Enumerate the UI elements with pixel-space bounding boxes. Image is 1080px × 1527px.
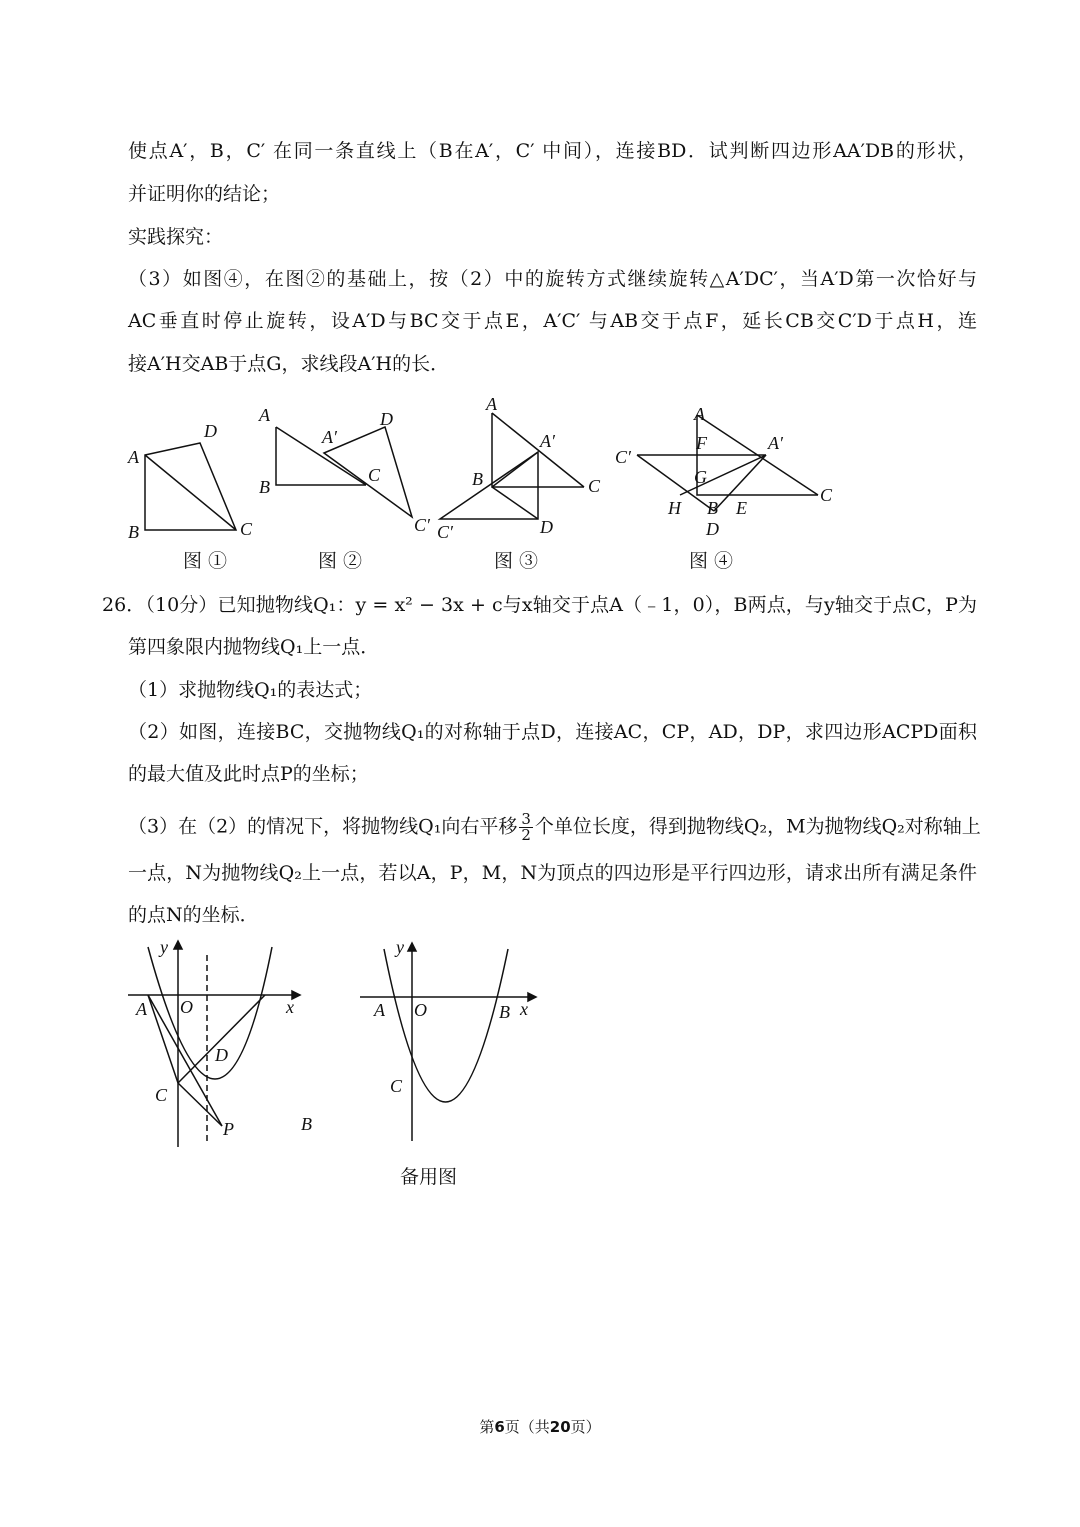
text-line-3: 实践探究： bbox=[128, 226, 224, 248]
page-footer bbox=[0, 1416, 1080, 1437]
fig4-label-b: B bbox=[707, 498, 718, 518]
fig4-label-c: C bbox=[820, 485, 833, 505]
text-line-6: 接A′H交AB于点G，求线段A′H的长． bbox=[128, 353, 450, 375]
fig2-caption: 图 ② bbox=[318, 550, 363, 572]
fig1-diagonal bbox=[145, 455, 236, 530]
fig3-caption: 图 ③ bbox=[494, 550, 539, 572]
fig1-label-a: A bbox=[128, 447, 139, 467]
graph1-parabola bbox=[148, 947, 272, 1079]
graph1-label-x: x bbox=[286, 997, 294, 1017]
graph2-label-c: C bbox=[390, 1076, 403, 1096]
graph2-y-arrow bbox=[408, 943, 416, 951]
q26-line-6-part-a: （3）在（2）的情况下，将抛物线Q₁向右平移 bbox=[128, 815, 518, 838]
fig3-label-a1: A′ bbox=[540, 431, 555, 451]
footer-page-number: 6 bbox=[494, 1418, 505, 1436]
fig4-label-a: A bbox=[694, 404, 705, 424]
fraction-3-2 bbox=[519, 812, 533, 843]
parabola-graphs bbox=[0, 935, 1080, 1175]
graph1-label-d: D bbox=[215, 1045, 228, 1065]
geometry-figures bbox=[0, 395, 1080, 575]
graph1-segment-cp bbox=[178, 1083, 222, 1126]
graph1-label-p: P bbox=[223, 1119, 234, 1139]
graph2-label-b: B bbox=[499, 1002, 510, 1022]
fig2-label-c: C bbox=[368, 465, 381, 485]
fig2-label-b: B bbox=[259, 477, 270, 497]
fig1-label-b: B bbox=[128, 522, 139, 542]
footer-suffix: 页） bbox=[570, 1418, 601, 1436]
fig4-segment-ha1 bbox=[680, 455, 766, 495]
fig4-label-a1: A′ bbox=[768, 433, 783, 453]
footer-prefix: 第 bbox=[479, 1418, 495, 1436]
fig4-label-f: F bbox=[696, 433, 707, 453]
fig3-label-d: D bbox=[540, 517, 553, 537]
fig3-label-c: C bbox=[588, 476, 601, 496]
fraction-numerator: 3 bbox=[521, 810, 531, 828]
fraction-denominator: 2 bbox=[521, 826, 531, 844]
text-line-2: 并证明你的结论； bbox=[128, 183, 281, 205]
text-line-4: （3）如图④，在图②的基础上，按（2）中的旋转方式继续旋转△A′DC′，当A′D第一次恰好与 bbox=[128, 268, 977, 290]
fig4-label-e: E bbox=[736, 498, 747, 518]
graph2-parabola bbox=[384, 949, 508, 1102]
q26-line-1: 26．（10分）已知抛物线Q₁：y = x² − 3x + c与x轴交于点A（﹣1，0），B两点，与y轴交于点C，P为 bbox=[102, 594, 977, 616]
fig4-caption: 图 ④ bbox=[689, 550, 734, 572]
q26-line-4: （2）如图，连接BC，交抛物线Q₁的对称轴于点D，连接AC，CP，AD，DP，求四边形ACPD面积 bbox=[128, 721, 977, 743]
graph2-label-y: y bbox=[396, 937, 404, 957]
graph2-x-arrow bbox=[528, 993, 536, 1001]
q26-line-8: 的点N的坐标． bbox=[128, 904, 259, 926]
fig4-label-c1: C′ bbox=[615, 447, 631, 467]
q26-line-3: （1）求抛物线Q₁的表达式； bbox=[128, 679, 373, 701]
fig1-quadrilateral bbox=[145, 443, 236, 530]
footer-total-pages: 20 bbox=[549, 1418, 571, 1436]
fig3-segment-bd bbox=[492, 487, 538, 519]
q26-line-6-part-b: 个单位长度，得到抛物线Q₂，M为抛物线Q₂对称轴上 bbox=[534, 815, 981, 838]
graph1-label-b: B bbox=[301, 1114, 312, 1134]
graph2-label-x: x bbox=[520, 999, 528, 1019]
fig4-label-d: D bbox=[706, 519, 719, 539]
text-line-5: AC垂直时停止旋转，设A′D与BC交于点E，A′C′ 与AB交于点F，延长CB交C′D于点H，连 bbox=[128, 310, 977, 332]
q26-line-2: 第四象限内抛物线Q₁上一点． bbox=[128, 636, 380, 658]
fig2-label-a1: A′ bbox=[322, 427, 337, 447]
graph1-label-y: y bbox=[160, 937, 168, 957]
graph1-label-c: C bbox=[155, 1085, 168, 1105]
fig2-label-c1: C′ bbox=[414, 515, 430, 535]
graph2-caption: 备用图 bbox=[400, 1166, 458, 1188]
fig3-label-c1: C′ bbox=[437, 522, 453, 542]
fig4-label-g: G bbox=[694, 467, 707, 487]
q26-line-7: 一点，N为抛物线Q₂上一点，若以A，P，M，N为顶点的四边形是平行四边形，请求出所有满足条件 bbox=[128, 862, 977, 884]
fig3-label-a: A bbox=[486, 395, 497, 414]
q26-line-5: 的最大值及此时点P的坐标； bbox=[128, 763, 369, 785]
fig1-caption: 图 ① bbox=[183, 550, 228, 572]
graph1-label-a: A bbox=[136, 999, 147, 1019]
fig3-label-b: B bbox=[472, 469, 483, 489]
graph2-label-o: O bbox=[414, 1000, 427, 1020]
fig2-hypotenuse bbox=[276, 427, 366, 485]
graph1-y-arrow bbox=[174, 941, 182, 949]
fig2-label-a: A bbox=[259, 405, 270, 425]
graph1-label-o: O bbox=[180, 997, 193, 1017]
fig1-label-d: D bbox=[204, 421, 217, 441]
fig1-label-c: C bbox=[240, 519, 253, 539]
footer-middle: 页（共 bbox=[504, 1418, 550, 1436]
text-line-1: 使点A′，B，C′ 在同一条直线上（B在A′，C′ 中间），连接BD．试判断四边形AA′DB的形状， bbox=[128, 140, 977, 162]
fig2-label-d: D bbox=[380, 409, 393, 429]
fig3-segment-ba bbox=[492, 452, 538, 487]
q26-line-6 bbox=[128, 812, 981, 843]
graph2-label-a: A bbox=[374, 1000, 385, 1020]
fig4-label-h: H bbox=[668, 498, 681, 518]
